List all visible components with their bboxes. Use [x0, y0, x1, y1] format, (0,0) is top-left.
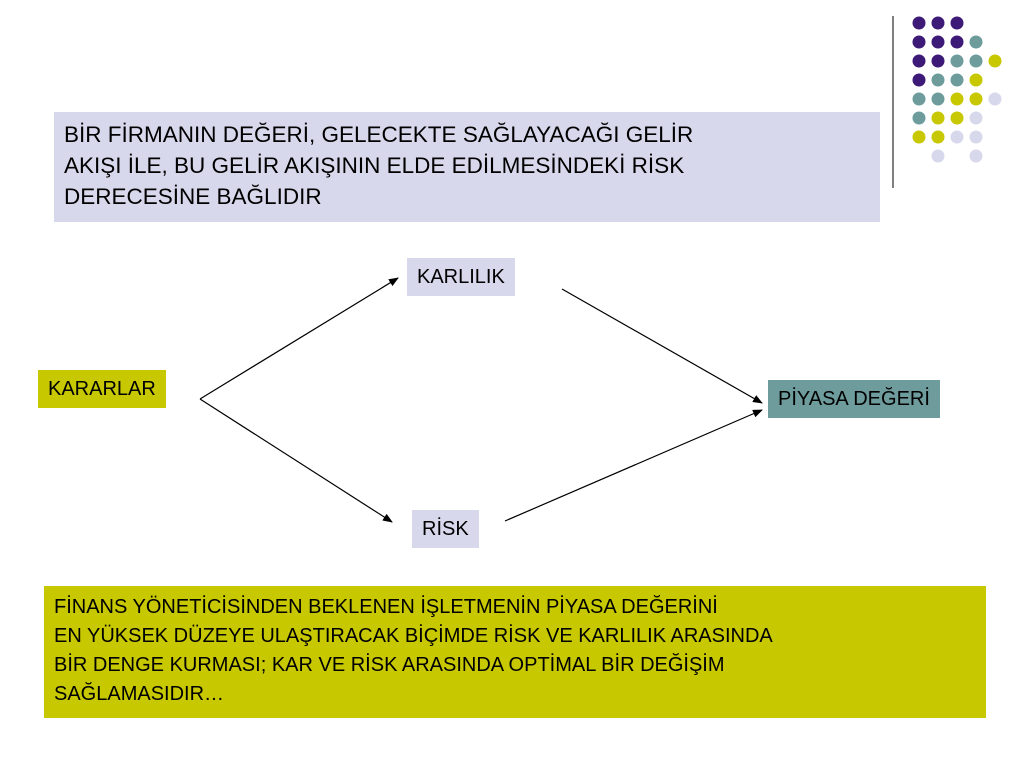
decorative-dot — [932, 112, 945, 125]
intro-line-2: AKIŞI İLE, BU GELİR AKIŞININ ELDE EDİLMESİNDEKİ RİSK — [64, 153, 685, 178]
intro-statement — [54, 112, 880, 222]
node-piyasa-degeri: PİYASA DEĞERİ — [768, 380, 940, 418]
decorative-dot — [951, 93, 964, 106]
decorative-dot — [970, 74, 983, 87]
decorative-dot — [970, 131, 983, 144]
node-karlilik: KARLILIK — [407, 258, 515, 296]
summary-line-3: BİR DENGE KURMASI; KAR VE RİSK ARASINDA OPTİMAL BİR DEĞİŞİM — [54, 654, 725, 676]
decorative-dot — [970, 93, 983, 106]
decorative-dot — [970, 36, 983, 49]
vertical-divider — [892, 16, 894, 188]
decorative-dot — [913, 55, 926, 68]
decorative-dot — [989, 93, 1002, 106]
decorative-dot — [970, 112, 983, 125]
decorative-dot — [970, 150, 983, 163]
arrow-karlilik-to-piyasa — [562, 289, 762, 403]
decorative-dot — [951, 36, 964, 49]
node-risk: RİSK — [412, 510, 479, 548]
summary-line-2: EN YÜKSEK DÜZEYE ULAŞTIRACAK BİÇİMDE RİSK VE KARLILIK ARASINDA — [54, 625, 773, 647]
decorative-dot — [951, 131, 964, 144]
decorative-dot — [951, 55, 964, 68]
arrow-kararlar-to-karlilik — [200, 278, 398, 399]
node-kararlar: KARARLAR — [38, 370, 166, 408]
decorative-dot — [932, 74, 945, 87]
decorative-dot — [932, 55, 945, 68]
decorative-dot — [932, 17, 945, 30]
decorative-dot — [913, 17, 926, 30]
decorative-dot — [989, 55, 1002, 68]
decorative-dot — [951, 112, 964, 125]
summary-statement — [44, 586, 986, 718]
decorative-dot — [913, 74, 926, 87]
decorative-dot — [951, 74, 964, 87]
decorative-dot — [951, 17, 964, 30]
decorative-dot — [970, 55, 983, 68]
decorative-dot — [913, 93, 926, 106]
decorative-dot — [913, 112, 926, 125]
decorative-dot — [932, 36, 945, 49]
summary-line-4: SAĞLAMASIDIR… — [54, 683, 225, 705]
decorative-dot — [913, 131, 926, 144]
decorative-dot — [932, 150, 945, 163]
decorative-dot — [932, 93, 945, 106]
intro-line-1: BİR FİRMANIN DEĞERİ, GELECEKTE SAĞLAYACAĞI GELİR — [64, 122, 694, 147]
arrow-risk-to-piyasa — [505, 410, 762, 521]
summary-line-1: FİNANS YÖNETİCİSİNDEN BEKLENEN İŞLETMENİN PİYASA DEĞERİNİ — [54, 596, 718, 618]
decorative-dot — [932, 131, 945, 144]
intro-line-3: DERECESİNE BAĞLIDIR — [64, 184, 322, 209]
arrow-kararlar-to-risk — [200, 399, 392, 522]
decorative-dot — [913, 36, 926, 49]
